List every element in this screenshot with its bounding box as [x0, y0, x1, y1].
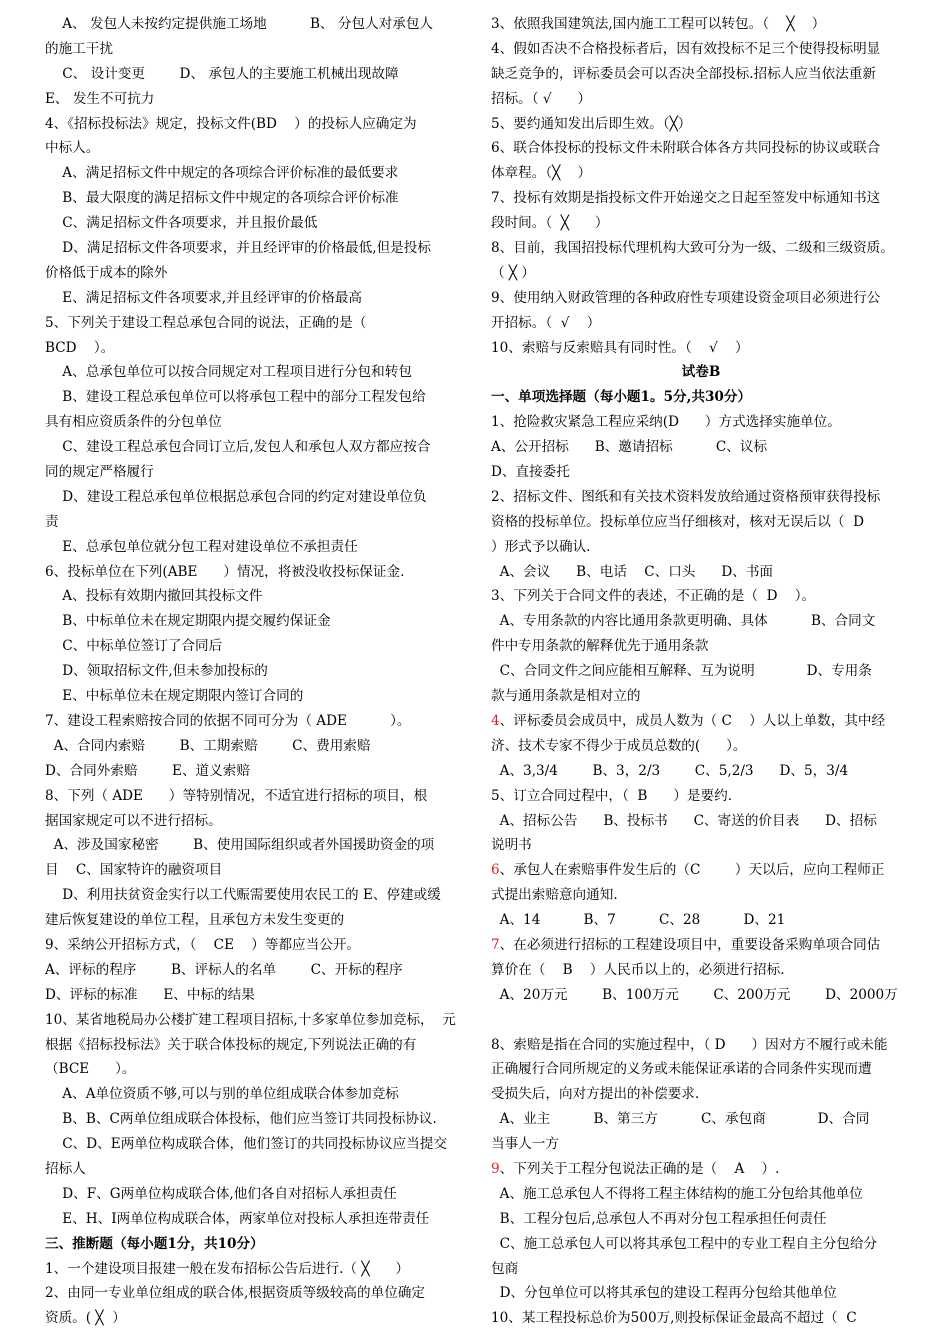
text-line: B、最大限度的满足招标文件中规定的各项综合评价标准 [45, 190, 399, 207]
text-line: 目 C、国家特许的融资项目 [45, 862, 223, 879]
text-line: 一、单项选择题（每小题1。5分,共30分） [491, 389, 752, 406]
text-line: C、建设工程总承包合同订立后,发包人和承包人双方都应按合 [45, 439, 431, 456]
text-line: 试卷B [681, 364, 721, 381]
text-line: 3、依照我国建筑法,国内施工工程可以转包。（ ╳ ） [491, 16, 826, 32]
text-line: 算价在（ B ）人民币以上的，必须进行招标. [491, 961, 785, 978]
text-line: 三、推断题（每小题1分，共10分） [45, 1235, 264, 1252]
text-line: A、涉及国家秘密 B、使用国际组织或者外国援助资金的项 [45, 837, 435, 854]
text-line: 4、评标委员会成员中，成员人数为（ C ）人以上单数，其中经 [491, 712, 886, 729]
text-line: 资格的投标单位。投标单位应当仔细核对，核对无误后以（ D [491, 513, 864, 530]
text-line: C、 设计变更 D、 承包人的主要施工机械出现故障 [45, 65, 399, 82]
text-line: 建后恢复建设的单位工程，且承包方未发生变更的 [45, 912, 345, 929]
right-column [491, 12, 911, 1331]
text-line: D、直接委托 [491, 464, 570, 481]
text-line: 式提出索赔意向通知. [491, 887, 618, 904]
text-line: 7、投标有效期是指投标文件开始递交之日起至签发中标通知书这 [491, 190, 881, 207]
text-line: 5、要约通知发出后即生效。（╳） [491, 115, 692, 132]
text-line: 根据《招标投标法》关于联合体投标的规定,下列说法正确的有 [45, 1036, 417, 1053]
text-line: 济、技术专家不得少于成员总数的( ）。 [491, 737, 747, 754]
text-line: 包商 [491, 1260, 519, 1277]
text-line: B、中标单位未在规定期限内提交履约保证金 [45, 613, 331, 630]
text-line: 6、承包人在索赔事件发生后的（C ）天以后，应向工程师正 [491, 862, 885, 879]
text-line: （ ╳ ） [491, 264, 536, 281]
text-line: D、领取招标文件,但未参加投标的 [45, 663, 268, 680]
text-line: 9、下列关于工程分包说法正确的是（ A ）. [491, 1160, 780, 1177]
text-line: 款与通用条款是相对立的 [491, 688, 641, 705]
text-line: D、建设工程总承包单位根据总承包合同的约定对建设单位负 [45, 488, 427, 505]
text-line: BCD ）。 [45, 339, 115, 356]
text-line: A、施工总承包人不得将工程主体结构的施工分包给其他单位 [491, 1185, 863, 1202]
text-line [491, 1008, 911, 1033]
left-column [45, 12, 463, 1331]
text-line: B、B、C两单位组成联合体投标，他们应当签订共同投标协议. [45, 1111, 437, 1128]
text-line: A、业主 B、第三方 C、承包商 D、合同 [491, 1111, 870, 1128]
text-line: D、满足招标文件各项要求，并且经评审的价格最低,但是投标 [45, 240, 431, 257]
text-line: D、合同外索赔 E、道义索赔 [45, 762, 250, 779]
text-line: 8、目前，我国招投标代理机构大致可分为一级、二级和三级资质。 [491, 240, 894, 257]
text-line: 5、下列关于建设工程总承包合同的说法，正确的是（ [45, 314, 367, 331]
text-line: A、14 B、7 C、28 D、21 [491, 912, 786, 929]
text-line: B、工程分包后,总承包人不再对分包工程承担任何责任 [491, 1210, 827, 1227]
text-line: 缺乏竞争的，评标委员会可以否决全部投标.招标人应当依法重新 [491, 65, 876, 82]
text-line: D、利用扶贫资金实行以工代赈需要使用农民工的 E、停建或缓 [45, 887, 441, 904]
text-line: 件中专用条款的解释优先于通用条款 [491, 638, 709, 655]
text-line: 4、《招标投标法》规定，投标文件(BD ）的投标人应确定为 [45, 115, 417, 132]
text-line: ）形式予以确认. [491, 538, 591, 555]
text-line: E、 发生不可抗力 [45, 90, 155, 107]
text-line: 1、一个建设项目报建一般在发布招标公告后进行.（ ╳ ） [45, 1260, 410, 1277]
question-number: 4 [491, 712, 500, 729]
text-line: D、F、G两单位构成联合体,他们各自对招标人承担责任 [45, 1185, 397, 1202]
text-line: C、施工总承包人可以将其承包工程中的专业工程自主分包给分 [491, 1235, 878, 1252]
question-number: 9 [491, 1160, 500, 1177]
text-line: 说明书 [491, 837, 532, 854]
text-line: 体章程。（╳ ） [491, 165, 592, 182]
text-line: C、D、E两单位构成联合体，他们签订的共同投标协议应当提交 [45, 1136, 447, 1153]
text-line: 9、采纳公开招标方式，（ CE ）等都应当公开。 [45, 936, 361, 953]
text-line: A、A单位资质不够,可以与别的单位组成联合体参加竞标 [45, 1086, 399, 1103]
text-line: A、20万元 B、100万元 C、200万元 D、2000万 [491, 986, 898, 1003]
text-line: E、满足招标文件各项要求,并且经评审的价格最高 [45, 289, 362, 306]
text-line: A、合同内索赔 B、工期索赔 C、费用索赔 [45, 737, 371, 754]
text-line: （BCE ）。 [45, 1061, 136, 1078]
text-line: 10、索赔与反索赔具有同时性。（ √ ） [491, 339, 749, 356]
text-line: A、会议 B、电话 C、口头 D、书面 [491, 563, 774, 580]
text-line: B、建设工程总承包单位可以将承包工程中的部分工程发包给 [45, 389, 426, 406]
text-line: C、中标单位签订了合同后 [45, 638, 223, 655]
question-number: 6 [491, 862, 500, 879]
text-line: 受损失后，向对方提出的补偿要求. [491, 1086, 700, 1103]
text-line: A、满足招标文件中规定的各项综合评价标准的最低要求 [45, 165, 399, 182]
text-line: 6、联合体投标的投标文件未附联合体各方共同投标的协议或联合 [491, 140, 881, 157]
text-line: 5、订立合同过程中，（ B ）是要约. [491, 787, 733, 804]
text-line: A、专用条款的内容比通用条款更明确、具体 B、合同文 [491, 613, 876, 630]
text-line: 具有相应资质条件的分包单位 [45, 414, 222, 431]
text-line: E、总承包单位就分包工程对建设单位不承担责任 [45, 538, 358, 555]
text-line: 8、索赔是指在合同的实施过程中，（ D ）因对方不履行或未能 [491, 1036, 888, 1053]
text-line: 8、下列（ ADE ）等特别情况，不适宜进行招标的项目，根 [45, 787, 428, 804]
text-line: E、中标单位未在规定期限内签订合同的 [45, 688, 304, 705]
text-line: 正确履行合同所规定的义务或未能保证承诺的合同条件实现而遭 [491, 1061, 872, 1078]
text-line: A、评标的程序 B、评标人的名单 C、开标的程序 [45, 961, 403, 978]
text-line: 10、某工程投标总价为500万,则投标保证金最高不超过（ C [491, 1310, 857, 1327]
text-line: 当事人一方 [491, 1136, 559, 1153]
text-line: A、3,3/4 B、3，2/3 C、5,2/3 D、5，3/4 [491, 762, 849, 779]
text-line: 10、某省地税局办公楼扩建工程项目招标,十多家单位参加竞标， 元 [45, 1011, 456, 1028]
text-line: A、招标公告 B、投标书 C、寄送的价目表 D、招标 [491, 812, 877, 829]
text-line: 2、由同一专业单位组成的联合体,根据资质等级较高的单位确定 [45, 1285, 425, 1302]
text-line: 同的规定严格履行 [45, 464, 154, 481]
text-line: A、公开招标 B、邀请招标 C、议标 [491, 439, 768, 456]
text-line: 7、建设工程索赔按合同的依据不同可分为（ ADE ）。 [45, 712, 411, 729]
question-number: 7 [491, 936, 500, 953]
text-line: A、总承包单位可以按合同规定对工程项目进行分包和转包 [45, 364, 412, 381]
text-line: 7、在必须进行招标的工程建设项目中，重要设备采购单项合同估 [491, 936, 881, 953]
text-line: 招标人 [45, 1160, 86, 1177]
text-line: 资质。( ╳ ） [45, 1310, 126, 1327]
text-line: D、分包单位可以将其承包的建设工程再分包给其他单位 [491, 1285, 837, 1302]
text-line: 6、投标单位在下列(ABE ）情况，将被没收投标保证金. [45, 563, 405, 580]
text-line: 1、抢险救灾紧急工程应采纳(D ）方式选择实施单位。 [491, 414, 841, 431]
text-line: 中标人。 [45, 140, 100, 157]
text-line: D、评标的标准 E、中标的结果 [45, 986, 255, 1003]
text-line: 开招标。（ √ ） [491, 314, 601, 331]
text-line: 9、使用纳入财政管理的各种政府性专项建设资金项目必须进行公 [491, 289, 881, 306]
text-line: C、满足招标文件各项要求，并且报价最低 [45, 215, 318, 232]
text-line: 责 [45, 513, 59, 530]
text-line: E、H、I两单位构成联合体，两家单位对投标人承担连带责任 [45, 1210, 430, 1227]
text-line: A、 发包人未按约定提供施工场地 B、 分包人对承包人 [45, 16, 434, 32]
text-line: A、投标有效期内撤回其投标文件 [45, 588, 263, 605]
text-line: 招标。（ √ ） [491, 90, 592, 107]
text-line: 3、下列关于合同文件的表述，不正确的是（ D ）。 [491, 588, 816, 605]
text-line: 的施工干扰 [45, 40, 113, 57]
text-line: 4、假如否决不合格投标者后，因有效投标不足三个使得投标明显 [491, 40, 881, 57]
text-line: C、合同文件之间应能相互解释、互为说明 D、专用条 [491, 663, 872, 680]
text-line: 2、招标文件、图纸和有关技术资料发放给通过资格预审获得投标 [491, 488, 881, 505]
text-line: 价格低于成本的除外 [45, 264, 168, 281]
text-line: 据国家规定可以不进行招标。 [45, 812, 222, 829]
text-line: 段时间。（ ╳ ） [491, 215, 609, 232]
